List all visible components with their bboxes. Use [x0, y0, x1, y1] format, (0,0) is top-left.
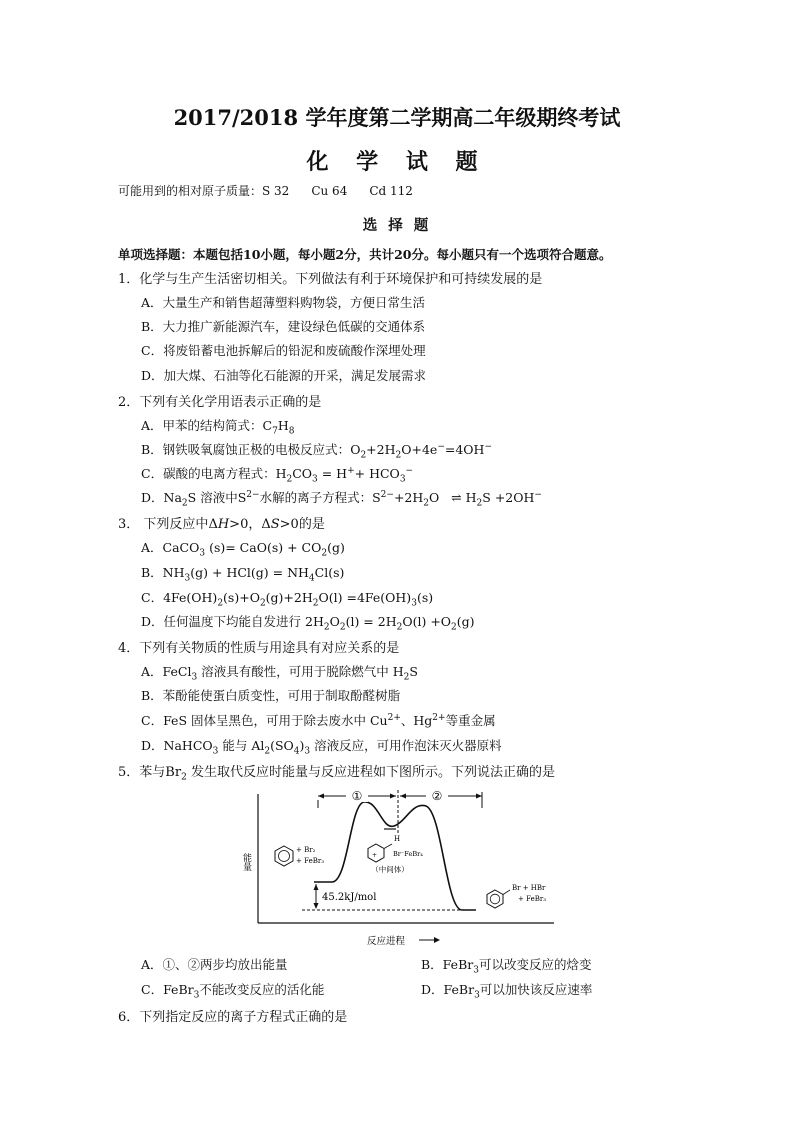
q1-option-c: C．将废铅蓄电池拆解后的铅泥和废硫酸作深埋处理	[141, 343, 426, 358]
atomic-mass-cu: Cu 64	[311, 184, 348, 198]
atomic-mass-cd: Cd 112	[369, 184, 413, 198]
question-6-stem: 6．下列指定反应的离子方程式正确的是	[118, 1010, 348, 1025]
q4-option-b: B．苯酚能使蛋白质变性，可用于制取酚醛树脂	[141, 688, 401, 703]
product-febr3: + FeBr₃	[518, 895, 547, 903]
section-title: 选 择 题	[362, 217, 432, 234]
step-1-label: ①	[351, 789, 363, 803]
question-3-stem: 3． 下列反应中ΔH>0，ΔS>0的是	[118, 517, 325, 532]
x-axis-label: 反应进程	[366, 936, 406, 947]
q2-option-a: A．甲苯的结构简式：$C_7H_8$	[141, 418, 295, 437]
q4-option-c: C．FeS 固体呈黑色，可用于除去废水中 $Cu^{2+}$、$Hg^{2+}$等重金属	[141, 712, 496, 728]
intermediate-h: H	[394, 835, 401, 843]
exam-title: 2017/2018 学年度第二学期高二年级期终考试	[173, 105, 621, 130]
intermediate-label: （中间体）	[371, 865, 409, 874]
q1-option-b: B．大力推广新能源汽车，建设绿色低碳的交通体系	[141, 319, 426, 334]
step-2-label: ②	[431, 789, 443, 803]
q5-option-a: A．①、②两步均放出能量	[141, 957, 288, 972]
product-br-hbr: Br + HBr	[512, 884, 546, 892]
svg-text:+: +	[372, 852, 378, 859]
q2-option-c: C．碳酸的电离方程式：$H_2CO_3 = H^++ HCO_3^-$	[141, 465, 414, 485]
q3-option-c: C．$4Fe(OH)_2(s)+O_2(g)+2H_2O(l) =4Fe(OH)_3(s)$	[141, 590, 434, 609]
question-4-stem: 4．下列有关物质的性质与用途具有对应关系的是	[118, 641, 400, 656]
atomic-mass-s: S 32	[262, 184, 290, 198]
q5-option-b: B．FeBr$_3$可以改变反应的焓变	[421, 957, 592, 976]
section-instructions: 单项选择题：本题包括10小题，每小题2分，共计20分。每小题只有一个选项符合题意。	[118, 247, 612, 262]
reactant-br2: + Br₂	[296, 846, 316, 854]
bromobenzene-product-icon	[487, 890, 510, 908]
q4-option-a: A．FeCl$_3$ 溶液具有酸性，可用于脱除燃气中 $H_2S$	[141, 664, 418, 683]
atomic-masses-label: 可能用到的相对原子质量：	[118, 184, 263, 198]
intermediate-br: Br⁻FeBr₄	[393, 850, 423, 858]
q3-option-b: B．$NH_3(g) + HCl(g) = NH_4Cl(s)$	[141, 565, 345, 584]
y-axis-label: 能量	[241, 853, 251, 871]
intermediate-icon	[368, 844, 392, 862]
q2-option-b: B．钢铁吸氧腐蚀正极的电极反应式：$O_2+2H_2O+4e^-=4OH^-$	[141, 441, 492, 461]
question-2-stem: 2．下列有关化学用语表示正确的是	[118, 395, 322, 410]
benzene-reactant-icon	[275, 846, 293, 866]
x-axis-arrowhead	[434, 937, 440, 943]
atomic-masses-line	[118, 182, 413, 199]
q5-option-c: C．FeBr$_3$不能改变反应的活化能	[141, 982, 325, 1001]
question-1-stem: 1．化学与生产生活密切相关。下列做法有利于环境保护和可持续发展的是	[118, 272, 543, 287]
energy-profile-diagram	[236, 786, 566, 951]
q4-option-d: D．NaHCO$_3$ 能与 $Al_2(SO_4)_3$ 溶液反应，可用作泡沫灭火器原料	[141, 738, 502, 757]
q1-option-d: D．加大煤、石油等化石能源的开采，满足发展需求	[141, 368, 427, 383]
energy-difference-label: 45.2kJ/mol	[322, 892, 377, 903]
q2-option-d: D．$Na_2S$ 溶液中$S^{2-}$水解的离子方程式：$S^{2-}+2H_2O$ ⇌ $H_2S +2OH^-$	[141, 489, 542, 509]
q3-option-d: D．任何温度下均能自发进行 $2H_2O_2(l) = 2H_2O(l) +O_2(g)$	[141, 614, 475, 633]
reactant-febr3: + FeBr₃	[296, 857, 325, 865]
q5-option-d: D．FeBr$_3$可以加快该反应速率	[421, 982, 593, 1001]
question-5-stem: 5．苯与$Br_2$ 发生取代反应时能量与反应进程如下图所示。下列说法正确的是	[118, 765, 555, 783]
q1-option-a: A．大量生产和销售超薄塑料购物袋，方便日常生活	[141, 295, 426, 310]
exam-subtitle: 化 学 试 题	[306, 149, 488, 175]
q3-option-a: A．CaCO$_3$ $(s)= CaO(s) + CO_2(g)$	[141, 540, 345, 559]
